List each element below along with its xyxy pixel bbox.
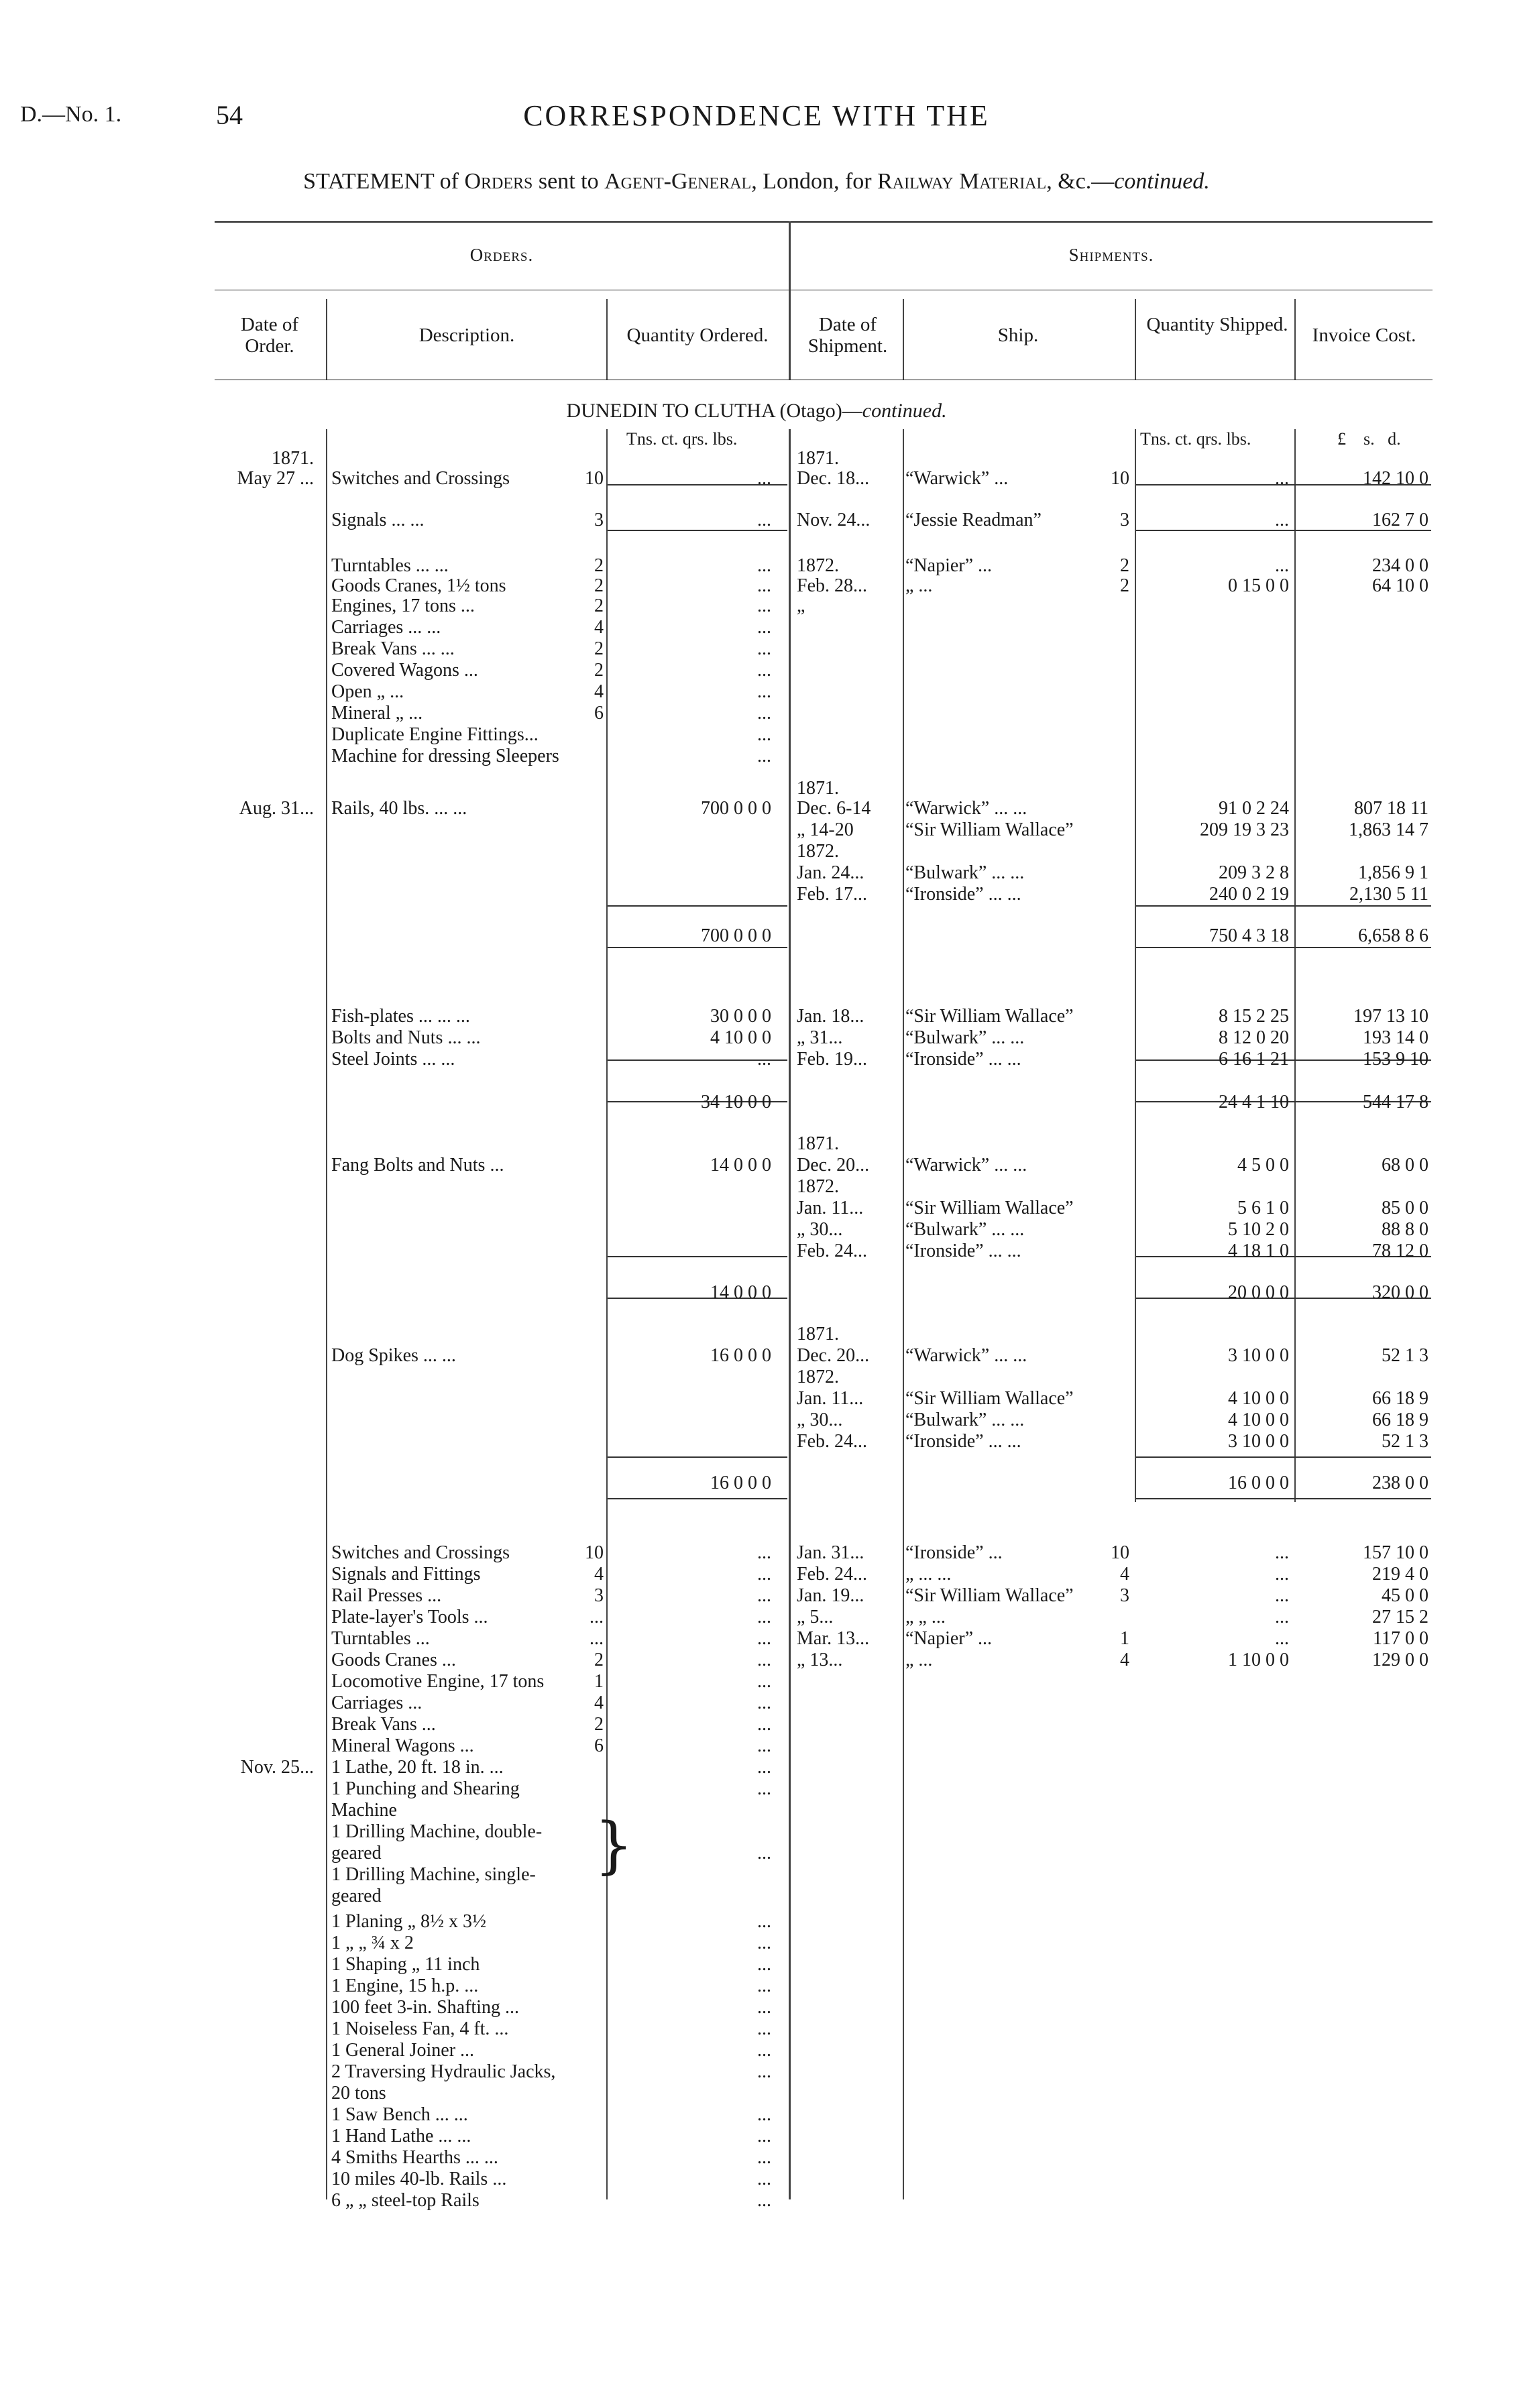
quantity-ordered: ...	[757, 1564, 771, 1585]
ship-name: “Ironside” ... ...	[905, 1049, 1021, 1070]
invoice-cost: 6,658 8 6	[1358, 925, 1428, 946]
description-qty: 1	[594, 1671, 604, 1692]
quantity-ordered: ...	[757, 2190, 771, 2211]
description: Machine for dressing Sleepers	[331, 746, 559, 766]
description: Goods Cranes, 1½ tons	[331, 575, 506, 596]
quantity-ordered: 14 0 0 0	[710, 1155, 771, 1176]
date-of-shipment: „ 5...	[797, 1607, 834, 1627]
invoice-cost: 45 0 0	[1382, 1585, 1428, 1606]
quantity-ordered: ...	[757, 555, 771, 576]
ship-name: „ „ ...	[905, 1607, 946, 1627]
ship-name: “Ironside” ... ...	[905, 884, 1021, 905]
quantity-ordered: ...	[757, 1607, 771, 1627]
description-qty: 2	[594, 555, 604, 576]
description: Steel Joints ... ...	[331, 1049, 455, 1070]
ship-name: “Ironside” ... ...	[905, 1431, 1021, 1452]
quantity-shipped: 8 12 0 20	[1219, 1027, 1289, 1048]
quantity-shipped: 240 0 2 19	[1209, 884, 1289, 905]
ship-qty: 4	[1120, 1564, 1129, 1585]
description: 1 Saw Bench ... ...	[331, 2104, 468, 2125]
description: Break Vans ... ...	[331, 638, 455, 659]
col-date-shipment: Date of Shipment.	[807, 314, 888, 357]
ship-qty: 10	[1111, 1542, 1129, 1563]
ship-name: “Sir William Wallace”	[905, 1585, 1074, 1606]
quantity-ordered: ...	[757, 575, 771, 596]
ship-qty: 2	[1120, 555, 1129, 576]
invoice-cost: 129 0 0	[1372, 1650, 1428, 1670]
description: Covered Wagons ...	[331, 660, 478, 681]
description: geared	[331, 1886, 382, 1906]
ship-name: “Napier” ...	[905, 1628, 993, 1649]
invoice-cost: 238 0 0	[1372, 1473, 1428, 1493]
col-divider	[1294, 299, 1296, 380]
ship-name: “Warwick” ... ...	[905, 1155, 1027, 1176]
invoice-cost: 78 12 0	[1372, 1241, 1428, 1261]
description-qty: 4	[594, 1693, 604, 1713]
quantity-ordered: ...	[757, 2104, 771, 2125]
ship-name: “Sir William Wallace”	[905, 1198, 1074, 1218]
invoice-cost: 142 10 0	[1363, 468, 1428, 489]
description: 1 Drilling Machine, single-	[331, 1864, 536, 1885]
quantity-ordered: 700 0 0 0	[701, 798, 771, 819]
invoice-cost: 52 1 3	[1382, 1431, 1428, 1452]
quantity-ordered: ...	[757, 1542, 771, 1563]
quantity-shipped: 4 10 0 0	[1228, 1388, 1289, 1409]
col-ship: Ship.	[997, 325, 1039, 346]
quantity-ordered: ...	[757, 2018, 771, 2039]
quantity-shipped: ...	[1275, 1607, 1289, 1627]
body-col-divider	[903, 429, 904, 2199]
body-col-divider	[326, 429, 327, 2199]
quantity-shipped: 91 0 2 24	[1219, 798, 1289, 819]
quantity-ordered: ...	[757, 468, 771, 489]
subtotal-rule	[1136, 1456, 1431, 1458]
date-of-shipment: Dec. 20...	[797, 1345, 870, 1366]
invoice-cost: 193 14 0	[1363, 1027, 1428, 1048]
description-qty: 2	[594, 575, 604, 596]
date-of-shipment: „ 31...	[797, 1027, 843, 1048]
subtotal-rule	[1136, 1498, 1431, 1499]
quantity-shipped: 1 10 0 0	[1228, 1650, 1289, 1670]
date-of-order: May 27 ...	[237, 468, 314, 489]
date-of-shipment: Feb. 24...	[797, 1241, 867, 1261]
quantity-ordered: ...	[757, 617, 771, 638]
page-title: CORRESPONDENCE WITH THE	[523, 99, 990, 132]
quantity-ordered: ...	[757, 2061, 771, 2082]
date-of-shipment: 1872.	[797, 841, 839, 862]
quantity-shipped: 6 16 1 21	[1219, 1049, 1289, 1070]
invoice-cost: 27 15 2	[1372, 1607, 1428, 1627]
date-of-shipment: Jan. 11...	[797, 1198, 864, 1218]
quantity-ordered: 16 0 0 0	[710, 1345, 771, 1366]
ship-qty: 3	[1120, 510, 1129, 530]
description: 1 General Joiner ...	[331, 2040, 475, 2061]
body-col-divider	[606, 429, 608, 2199]
quantity-shipped: 4 10 0 0	[1228, 1410, 1289, 1430]
date-of-shipment: Jan. 19...	[797, 1585, 864, 1606]
ship-name: “Bulwark” ... ...	[905, 1219, 1025, 1240]
page-number: 54	[216, 100, 243, 130]
description-qty: 4	[594, 617, 604, 638]
date-of-shipment: „ 14-20	[797, 819, 854, 840]
description: 1 Planing „ 8½ x 3½	[331, 1911, 486, 1932]
description: Carriages ... ...	[331, 617, 441, 638]
quantity-shipped: ...	[1275, 510, 1289, 530]
col-qty-ordered: Quantity Ordered.	[626, 325, 769, 346]
description: Open „ ...	[331, 681, 404, 702]
quantity-shipped: ...	[1275, 468, 1289, 489]
quantity-shipped: 3 10 0 0	[1228, 1345, 1289, 1366]
quantity-ordered: 700 0 0 0	[701, 925, 771, 946]
invoice-cost: 219 4 0	[1372, 1564, 1428, 1585]
description: 1 Punching and Shearing	[331, 1778, 520, 1799]
subtotal-rule	[608, 947, 787, 948]
description-qty: 6	[594, 703, 604, 724]
quantity-ordered: ...	[757, 1997, 771, 2018]
description: Goods Cranes ...	[331, 1650, 456, 1670]
date-of-shipment: 1871.	[797, 778, 839, 799]
date-of-shipment: 1871.	[797, 448, 839, 469]
date-of-shipment: Feb. 19...	[797, 1049, 867, 1070]
description: 1 Engine, 15 h.p. ...	[331, 1975, 479, 1996]
quantity-shipped: 20 0 0 0	[1228, 1282, 1289, 1303]
invoice-cost: 85 0 0	[1382, 1198, 1428, 1218]
quantity-ordered: 30 0 0 0	[710, 1006, 771, 1027]
ship-name: “Warwick” ... ...	[905, 798, 1027, 819]
quantity-shipped: ...	[1275, 1542, 1289, 1563]
date-of-shipment: „ 30...	[797, 1219, 843, 1240]
date-of-shipment: „	[797, 595, 805, 616]
description: Duplicate Engine Fittings...	[331, 724, 539, 745]
description: Switches and Crossings	[331, 468, 510, 489]
invoice-cost: 88 8 0	[1382, 1219, 1428, 1240]
quantity-shipped: 750 4 3 18	[1209, 925, 1289, 946]
date-of-shipment: 1871.	[797, 1133, 839, 1154]
col-divider	[1135, 299, 1136, 380]
description-qty: ...	[590, 1628, 604, 1649]
quantity-ordered: ...	[757, 1585, 771, 1606]
quantity-shipped: 3 10 0 0	[1228, 1431, 1289, 1452]
description: Turntables ...	[331, 1628, 430, 1649]
quantity-shipped: 0 15 0 0	[1228, 575, 1289, 596]
body-col-divider	[1294, 429, 1296, 1502]
description: Mineral Wagons ...	[331, 1735, 474, 1756]
invoice-cost: 1,863 14 7	[1349, 819, 1428, 840]
description: Mineral „ ...	[331, 703, 423, 724]
invoice-cost: 153 9 10	[1363, 1049, 1428, 1070]
description: Locomotive Engine, 17 tons	[331, 1671, 545, 1692]
date-of-shipment: Jan. 31...	[797, 1542, 864, 1563]
ship-qty: 3	[1120, 1585, 1129, 1606]
description: Plate-layer's Tools ...	[331, 1607, 488, 1627]
description-qty: 3	[594, 1585, 604, 1606]
col-invoice-cost: Invoice Cost.	[1312, 325, 1416, 346]
description: Bolts and Nuts ... ...	[331, 1027, 481, 1048]
description: 2 Traversing Hydraulic Jacks,	[331, 2061, 556, 2082]
description: Fish-plates ... ... ...	[331, 1006, 470, 1027]
quantity-shipped: ...	[1275, 1628, 1289, 1649]
description: 1 Noiseless Fan, 4 ft. ...	[331, 2018, 509, 2039]
quantity-ordered: ...	[757, 1693, 771, 1713]
date-of-order: Aug. 31...	[239, 798, 314, 819]
group-orders: Orders.	[469, 245, 534, 265]
quantity-ordered: ...	[757, 1049, 771, 1070]
date-of-shipment: 1872.	[797, 1176, 839, 1197]
quantity-shipped: 209 3 2 8	[1219, 862, 1289, 883]
quantity-ordered: ...	[757, 595, 771, 616]
description: Carriages ...	[331, 1693, 423, 1713]
invoice-cost: 1,856 9 1	[1358, 862, 1428, 883]
date-of-shipment: Feb. 24...	[797, 1564, 867, 1585]
quantity-shipped: 8 15 2 25	[1219, 1006, 1289, 1027]
quantity-ordered: ...	[757, 1735, 771, 1756]
invoice-cost: 162 7 0	[1372, 510, 1428, 530]
date-of-shipment: Nov. 24...	[797, 510, 871, 530]
col-date-order: Date of Order.	[240, 314, 299, 357]
description: Turntables ... ...	[331, 555, 449, 576]
quantity-shipped: 209 19 3 23	[1200, 819, 1289, 840]
subtotal-rule	[608, 1498, 787, 1499]
invoice-cost: 64 10 0	[1372, 575, 1428, 596]
description: 20 tons	[331, 2083, 386, 2104]
description: Rails, 40 lbs. ... ...	[331, 798, 467, 819]
subtotal-rule	[608, 905, 787, 907]
quantity-ordered: ...	[757, 1671, 771, 1692]
ship-name: “Napier” ...	[905, 555, 993, 576]
quantity-shipped: 5 10 2 0	[1228, 1219, 1289, 1240]
group-shipments: Shipments.	[1068, 245, 1154, 265]
description: 1 Shaping „ 11 inch	[331, 1954, 480, 1975]
date-of-shipment: 1871.	[797, 1324, 839, 1344]
quantity-ordered: ...	[757, 703, 771, 724]
quantity-shipped: ...	[1275, 1585, 1289, 1606]
quantity-ordered: ...	[757, 2040, 771, 2061]
date-of-shipment: Feb. 17...	[797, 884, 867, 905]
invoice-cost: 807 18 11	[1354, 798, 1428, 819]
invoice-cost: 544 17 8	[1363, 1092, 1428, 1112]
invoice-cost: 234 0 0	[1372, 555, 1428, 576]
description: 100 feet 3-in. Shafting ...	[331, 1997, 519, 2018]
col-divider	[606, 299, 608, 380]
ship-name: “Warwick” ... ...	[905, 1345, 1027, 1366]
quantity-shipped: 4 18 1 0	[1228, 1241, 1289, 1261]
description: Break Vans ...	[331, 1714, 436, 1735]
description: 1 „ „ ¾ x 2	[331, 1933, 414, 1953]
brace-symbol: }	[594, 1809, 634, 1881]
doc-reference: D.—No. 1.	[20, 102, 122, 127]
quantity-ordered: ...	[757, 510, 771, 530]
description: 1 Drilling Machine, double-	[331, 1821, 543, 1842]
date-of-shipment: Feb. 28...	[797, 575, 867, 596]
ship-name: “Sir William Wallace”	[905, 1388, 1074, 1409]
description-qty: 10	[585, 468, 604, 489]
invoice-cost: 320 0 0	[1372, 1282, 1428, 1303]
description-qty: 2	[594, 1650, 604, 1670]
invoice-cost: 157 10 0	[1363, 1542, 1428, 1563]
subtotal-rule	[608, 1256, 787, 1257]
ship-qty: 2	[1120, 575, 1129, 596]
description: Signals ... ...	[331, 510, 425, 530]
description: 4 Smiths Hearths ... ...	[331, 2147, 498, 2168]
date-of-shipment: Jan. 24...	[797, 862, 864, 883]
quantity-ordered: 4 10 0 0	[710, 1027, 771, 1048]
subtotal-rule	[1136, 905, 1431, 907]
invoice-cost: 66 18 9	[1372, 1410, 1428, 1430]
ship-name: “Warwick” ...	[905, 468, 1009, 489]
quantity-shipped: 5 6 1 0	[1237, 1198, 1289, 1218]
units-invoice: £ s. d.	[1337, 429, 1401, 449]
quantity-ordered: ...	[757, 638, 771, 659]
description: geared	[331, 1843, 382, 1864]
body-col-divider	[1135, 429, 1136, 1502]
col-qty-shipped: Quantity Shipped.	[1146, 314, 1288, 335]
units-qty-ordered: Tns. ct. qrs. lbs.	[626, 429, 738, 449]
body-col-divider	[789, 429, 791, 2199]
quantity-ordered: ...	[757, 1650, 771, 1670]
description-qty: 2	[594, 660, 604, 681]
col-divider	[903, 299, 904, 380]
ship-name: “Bulwark” ... ...	[905, 862, 1025, 883]
date-of-shipment: „ 30...	[797, 1410, 843, 1430]
description: Switches and Crossings	[331, 1542, 510, 1563]
ship-name: “Sir William Wallace”	[905, 1006, 1074, 1027]
ship-name: „ ...	[905, 575, 933, 596]
description-qty: ...	[590, 1607, 604, 1627]
description-qty: 10	[585, 1542, 604, 1563]
description: Machine	[331, 1800, 397, 1821]
ship-name: „ ... ...	[905, 1564, 952, 1585]
ship-qty: 10	[1111, 468, 1129, 489]
quantity-ordered: ...	[757, 1628, 771, 1649]
date-of-order: 1871.	[272, 448, 314, 469]
ship-name: “Bulwark” ... ...	[905, 1410, 1025, 1430]
quantity-ordered: ...	[757, 2169, 771, 2189]
quantity-ordered: ...	[757, 660, 771, 681]
ship-qty: 1	[1120, 1628, 1129, 1649]
ship-name: “Ironside” ... ...	[905, 1241, 1021, 1261]
subtotal-rule	[1136, 947, 1431, 948]
date-of-shipment: Jan. 18...	[797, 1006, 864, 1027]
quantity-ordered: 34 10 0 0	[701, 1092, 771, 1112]
quantity-shipped: 24 4 1 10	[1219, 1092, 1289, 1112]
description-qty: 3	[594, 510, 604, 530]
description-qty: 2	[594, 595, 604, 616]
description-qty: 2	[594, 638, 604, 659]
ship-name: “Bulwark” ... ...	[905, 1027, 1025, 1048]
quantity-shipped: 4 5 0 0	[1237, 1155, 1289, 1176]
quantity-ordered: ...	[757, 1911, 771, 1932]
description-qty: 2	[594, 1714, 604, 1735]
quantity-ordered: ...	[757, 1843, 771, 1864]
quantity-ordered: ...	[757, 1714, 771, 1735]
col-divider	[326, 299, 327, 380]
statement-subtitle: STATEMENT of Orders sent to Agent-General, London, for Railway Material, &c.—continued.	[303, 169, 1210, 194]
invoice-cost: 68 0 0	[1382, 1155, 1428, 1176]
quantity-ordered: ...	[757, 746, 771, 766]
quantity-ordered: ...	[757, 1757, 771, 1778]
quantity-ordered: ...	[757, 2147, 771, 2168]
units-qty-shipped: Tns. ct. qrs. lbs.	[1140, 429, 1251, 449]
date-of-shipment: Feb. 24...	[797, 1431, 867, 1452]
description: Rail Presses ...	[331, 1585, 442, 1606]
subtotal-rule	[608, 1456, 787, 1458]
ship-name: “Sir William Wallace”	[905, 819, 1074, 840]
quantity-ordered: ...	[757, 1933, 771, 1953]
table-top-rule	[215, 221, 1433, 223]
invoice-cost: 66 18 9	[1372, 1388, 1428, 1409]
description: 6 „ „ steel-top Rails	[331, 2190, 480, 2211]
col-description: Description.	[418, 325, 515, 346]
date-of-shipment: Dec. 18...	[797, 468, 870, 489]
description-qty: 6	[594, 1735, 604, 1756]
description: Dog Spikes ... ...	[331, 1345, 456, 1366]
quantity-shipped: ...	[1275, 1564, 1289, 1585]
invoice-cost: 117 0 0	[1373, 1628, 1428, 1649]
quantity-ordered: ...	[757, 724, 771, 745]
ship-name: „ ...	[905, 1650, 933, 1670]
ship-qty: 4	[1120, 1650, 1129, 1670]
date-of-shipment: „ 13...	[797, 1650, 843, 1670]
ship-name: “Ironside” ...	[905, 1542, 1003, 1563]
ship-name: “Jessie Readman”	[905, 510, 1042, 530]
date-of-shipment: 1872.	[797, 555, 839, 576]
quantity-ordered: ...	[757, 2126, 771, 2146]
section-title: DUNEDIN TO CLUTHA (Otago)—continued.	[566, 400, 947, 422]
quantity-ordered: ...	[757, 681, 771, 702]
invoice-cost: 52 1 3	[1382, 1345, 1428, 1366]
quantity-shipped: 16 0 0 0	[1228, 1473, 1289, 1493]
date-of-shipment: Dec. 20...	[797, 1155, 870, 1176]
description-qty: 4	[594, 1564, 604, 1585]
date-of-shipment: Dec. 6-14	[797, 798, 871, 819]
description: 10 miles 40-lb. Rails ...	[331, 2169, 507, 2189]
invoice-cost: 2,130 5 11	[1349, 884, 1428, 905]
quantity-ordered: 16 0 0 0	[710, 1473, 771, 1493]
invoice-cost: 197 13 10	[1353, 1006, 1428, 1027]
description: Engines, 17 tons ...	[331, 595, 475, 616]
description: 1 Hand Lathe ... ...	[331, 2126, 471, 2146]
quantity-ordered: ...	[757, 1954, 771, 1975]
date-of-shipment: Mar. 13...	[797, 1628, 870, 1649]
description-qty: 4	[594, 681, 604, 702]
quantity-ordered: 14 0 0 0	[710, 1282, 771, 1303]
description: Signals and Fittings	[331, 1564, 481, 1585]
date-of-shipment: Jan. 11...	[797, 1388, 864, 1409]
description: 1 Lathe, 20 ft. 18 in. ...	[331, 1757, 504, 1778]
quantity-shipped: ...	[1275, 555, 1289, 576]
quantity-ordered: ...	[757, 1778, 771, 1799]
date-of-shipment: 1872.	[797, 1367, 839, 1387]
description: Fang Bolts and Nuts ...	[331, 1155, 504, 1176]
quantity-ordered: ...	[757, 1975, 771, 1996]
date-of-order: Nov. 25...	[240, 1757, 314, 1778]
